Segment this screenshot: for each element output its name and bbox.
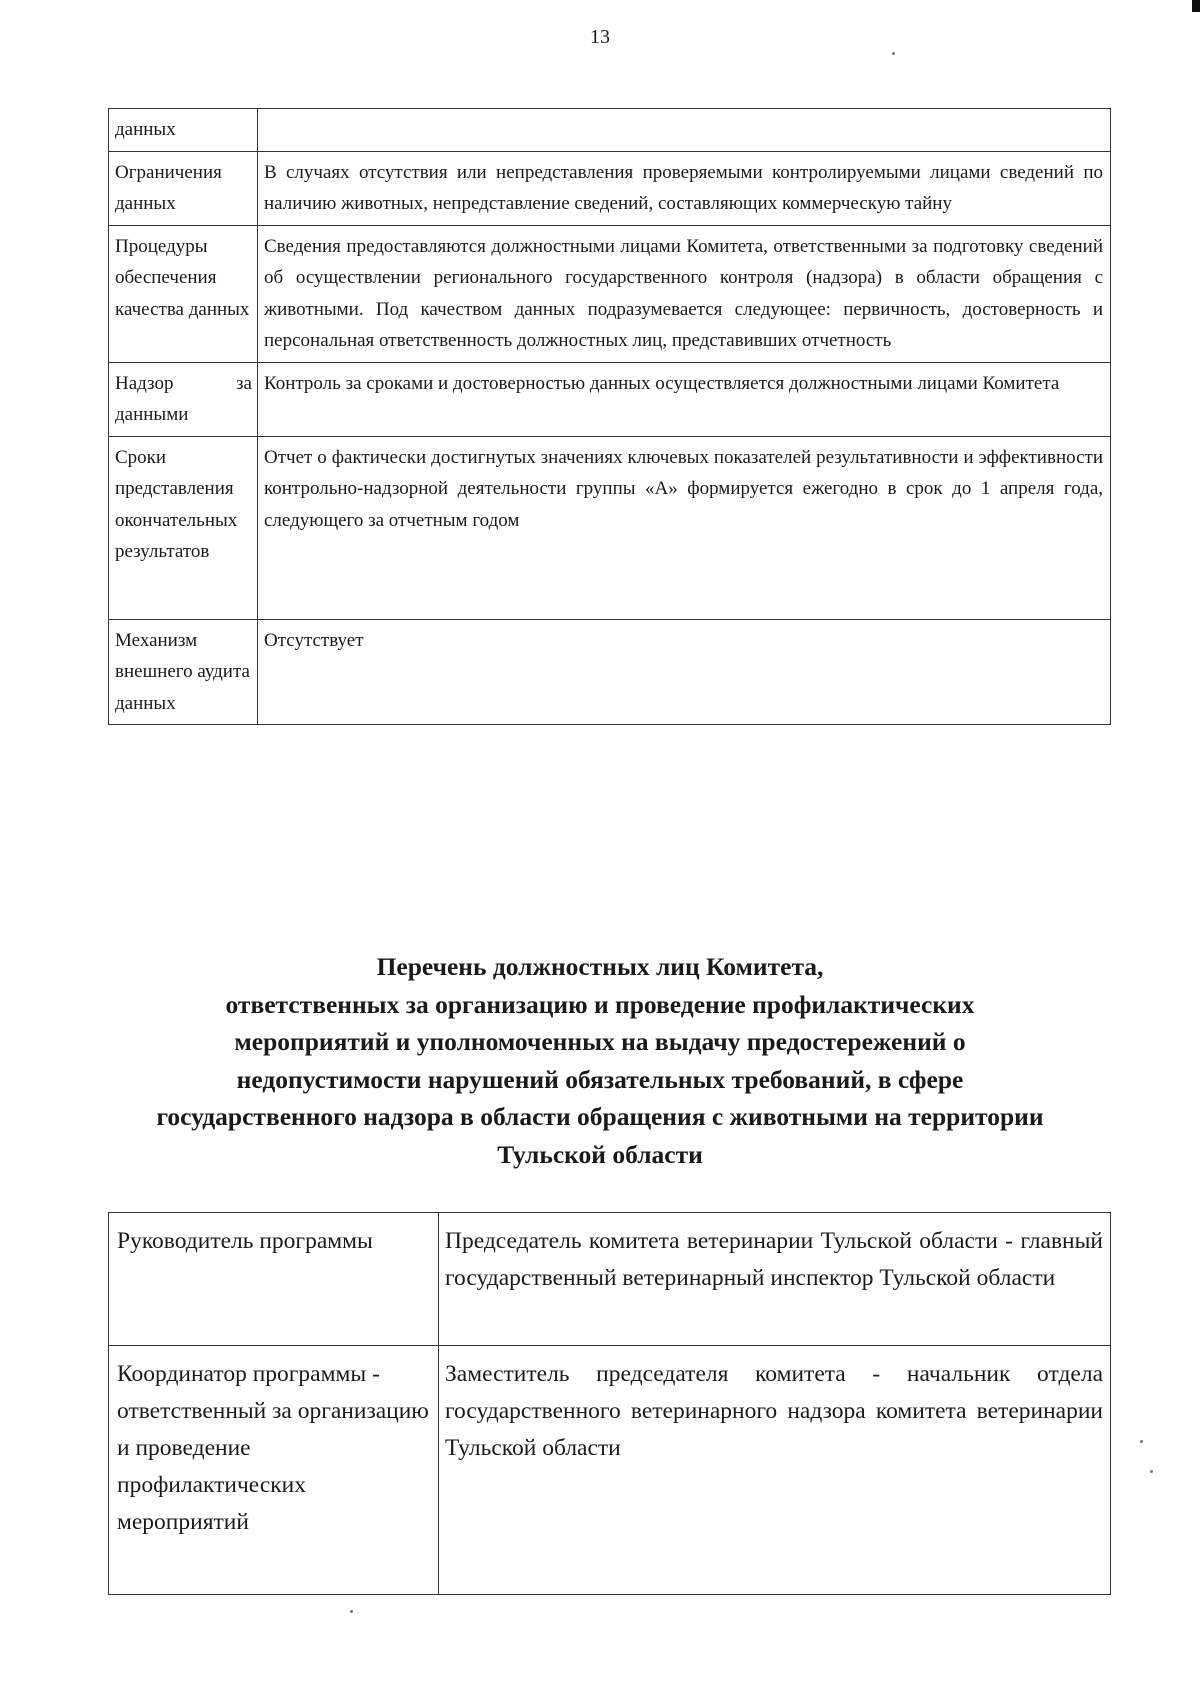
scan-speck <box>1140 1440 1143 1443</box>
row-value: Председатель комитета ветеринарии Тульской области - главный государственный ветеринарный инспектор Тульской области <box>439 1213 1111 1346</box>
table-row <box>109 1213 1111 1346</box>
table-row <box>109 619 1111 725</box>
page-number: 13 <box>590 26 610 48</box>
table-row <box>109 362 1111 436</box>
row-value: Контроль за сроками и достоверностью данных осуществляется должностными лицами Комитета <box>258 362 1111 436</box>
table-row <box>109 1346 1111 1595</box>
row-value: Заместитель председателя комитета - начальник отдела государственного ветеринарного надзора комитета ветеринарии Тульской области <box>439 1346 1111 1595</box>
table-row <box>109 225 1111 362</box>
heading-line: Перечень должностных лиц Комитета, <box>376 952 824 981</box>
row-label: Надзор за данными <box>109 362 258 436</box>
heading-line: мероприятий и уполномоченных на выдачу предостережений о <box>234 1027 966 1056</box>
row-label: Руководитель программы <box>109 1213 439 1346</box>
table-row <box>109 151 1111 225</box>
row-value: Отсутствует <box>258 619 1111 725</box>
scan-speck <box>892 52 895 55</box>
row-value <box>258 109 1111 152</box>
section-heading <box>100 948 1100 1173</box>
row-label: Ограничения данных <box>109 151 258 225</box>
row-label: Координатор программы - ответственный за организацию и проведение профилактических мероприятий <box>109 1346 439 1595</box>
heading-line: ответственных за организацию и проведение профилактических <box>225 989 975 1019</box>
heading-line: Тульской области <box>497 1139 703 1169</box>
row-label: Механизм внешнего аудита данных <box>109 619 258 725</box>
table-row <box>109 436 1111 619</box>
row-value: В случаях отсутствия или непредставления проверяемыми контролируемыми лицами сведений по наличию животных, непредставление сведений, составляющих коммерческую тайну <box>258 151 1111 225</box>
scan-edge-mark <box>1192 0 1200 12</box>
data-description-table <box>108 108 1111 725</box>
row-label: Сроки представления окончательных результатов <box>109 436 258 619</box>
row-label: Процедуры обеспечения качества данных <box>109 225 258 362</box>
heading-line: недопустимости нарушений обязательных требований, в сфере <box>236 1064 964 1094</box>
row-label: данных <box>109 109 258 152</box>
responsible-persons-table <box>108 1212 1111 1595</box>
row-value: Сведения предоставляются должностными лицами Комитета, ответственными за подготовку сведений об осуществлении регионального государственного контроля (надзора) в области обращения с животными. Под качеством данных подразумевается следующее: первичность, достоверность и персональная ответственность должностных лиц, представивших отчетность <box>258 225 1111 362</box>
row-value: Отчет о фактически достигнутых значениях ключевых показателей результативности и эффективности контрольно-надзорной деятельности группы «А» формируется ежегодно в срок до 1 апреля года, следующего за отчетным годом <box>258 436 1111 619</box>
scan-speck <box>1150 1470 1153 1473</box>
table-row <box>109 109 1111 152</box>
scan-speck <box>350 1610 353 1613</box>
heading-line: государственного надзора в области обращения с животными на территории <box>156 1102 1044 1131</box>
